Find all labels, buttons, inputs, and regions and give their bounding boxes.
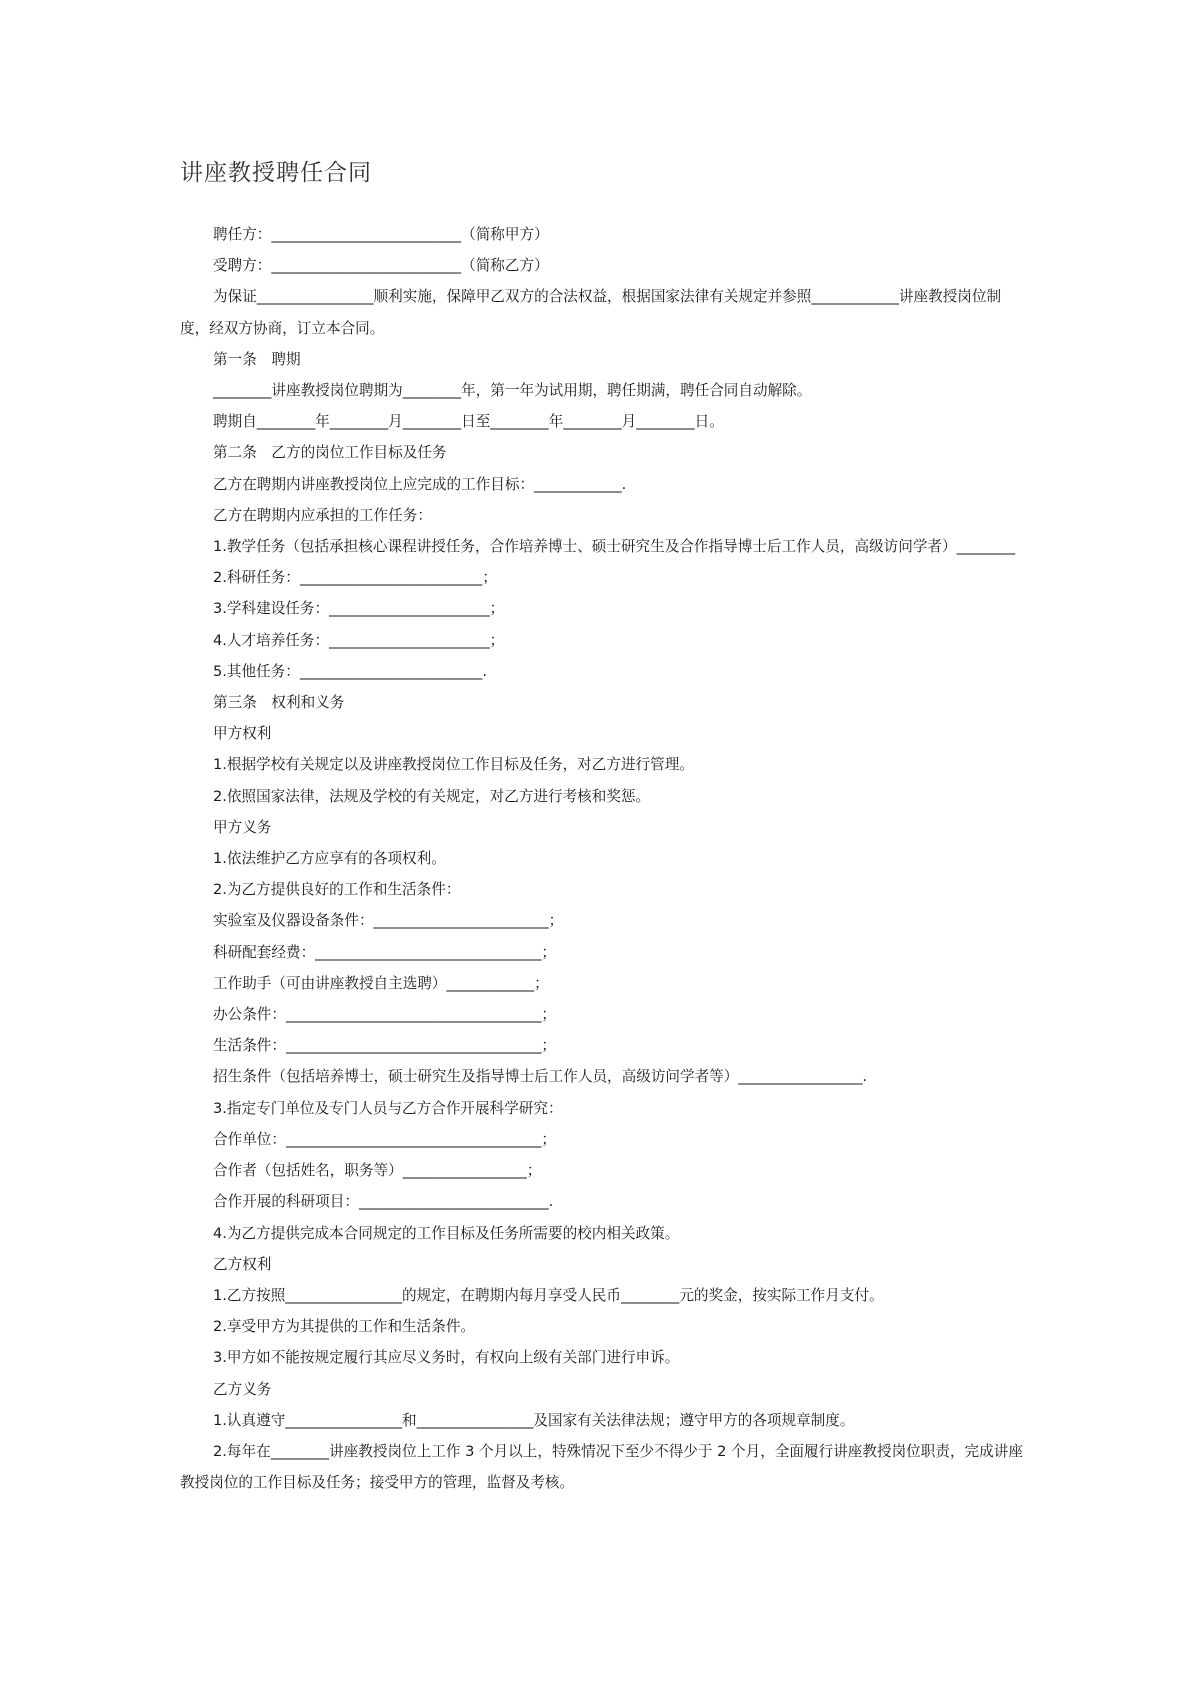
list-item-teaching: 1.教学任务（包括承担核心课程讲授任务，合作培养博士、硕士研究生及合作指导博士后工作人员，高级访问学者）________ xyxy=(213,538,1015,556)
section-party-b-duties: 乙方义务 xyxy=(213,1380,272,1398)
list-item-discipline: 3.学科建设任务：______________________； xyxy=(213,600,505,618)
list-item: 2.享受甲方为其提供的工作和生活条件。 xyxy=(213,1318,476,1336)
list-item: 1.根据学校有关规定以及讲座教授岗位工作目标及任务，对乙方进行管理。 xyxy=(213,756,694,774)
list-item: 1.乙方按照________________的规定，在聘期内每月享受人民币________元的奖金，按实际工作月支付。 xyxy=(213,1286,884,1304)
list-item: 科研配套经费：_______________________________； xyxy=(213,943,556,961)
list-item: 招生条件（包括培养博士，硕士研究生及指导博士后工作人员，高级访问学者等）_________________. xyxy=(213,1068,868,1086)
list-item-talent: 4.人才培养任务：______________________； xyxy=(213,631,505,649)
list-item-other: 5.其他任务：_________________________. xyxy=(213,662,487,680)
article-1-heading: 第一条 聘期 xyxy=(213,350,301,368)
list-item-research: 2.科研任务：_________________________； xyxy=(213,569,497,587)
list-item: 2.每年在________讲座教授岗位上工作 3 个月以上，特殊情况下至少不得少于 2 个月，全面履行讲座教授岗位职责，完成讲座教授岗位的工作目标及任务；接受甲方的管理，监督及考核。 xyxy=(180,1442,1023,1492)
list-item: 1.认真遵守________________和________________及国家有关法律法规；遵守甲方的各项规章制度。 xyxy=(213,1411,855,1429)
list-item: 4.为乙方提供完成本合同规定的工作目标及任务所需要的校内相关政策。 xyxy=(213,1224,680,1242)
list-item: 3.指定专门单位及专门人员与乙方合作开展科学研究： xyxy=(213,1099,563,1117)
paragraph-term-length: ________讲座教授岗位聘期为________年，第一年为试用期，聘任期满，聘任合同自动解除。 xyxy=(213,382,812,400)
document-body xyxy=(180,219,1030,1498)
list-item: 办公条件：___________________________________； xyxy=(213,1006,556,1024)
paragraph-preamble: 为保证________________顺利实施，保障甲乙双方的合法权益，根据国家法律有关规定并参照____________讲座教授岗位制度，经双方协商，订立本合同。 xyxy=(180,288,1002,337)
document-title: 讲座教授聘任合同 xyxy=(180,160,372,186)
list-item: 2.依照国家法律，法规及学校的有关规定，对乙方进行考核和奖惩。 xyxy=(213,787,651,805)
paragraph-goal: 乙方在聘期内讲座教授岗位上应完成的工作目标：____________. xyxy=(213,475,627,493)
paragraph-term-dates: 聘期自________年________月________日至________年________月________日。 xyxy=(213,413,724,431)
section-party-b-rights: 乙方权利 xyxy=(213,1255,272,1273)
list-item: 实验室及仪器设备条件：________________________； xyxy=(213,912,564,930)
article-3-heading: 第三条 权利和义务 xyxy=(213,694,345,712)
list-item: 2.为乙方提供良好的工作和生活条件： xyxy=(213,881,461,899)
section-party-a-duties: 甲方义务 xyxy=(213,818,272,836)
paragraph-employee: 受聘方：__________________________（简称乙方） xyxy=(213,257,549,275)
list-item: 1.依法维护乙方应享有的各项权利。 xyxy=(213,850,446,868)
paragraph-employer: 聘任方：__________________________（简称甲方） xyxy=(213,226,549,243)
article-2-heading: 第二条 乙方的岗位工作目标及任务 xyxy=(213,444,447,462)
paragraph-tasks-intro: 乙方在聘期内应承担的工作任务： xyxy=(213,506,432,524)
list-item: 合作单位：___________________________________； xyxy=(213,1130,556,1148)
list-item: 生活条件：___________________________________； xyxy=(213,1037,556,1055)
list-item: 工作助手（可由讲座教授自主选聘）____________； xyxy=(213,974,549,992)
list-item: 3.甲方如不能按规定履行其应尽义务时，有权向上级有关部门进行申诉。 xyxy=(213,1349,680,1367)
section-party-a-rights: 甲方权利 xyxy=(213,725,272,743)
list-item: 合作者（包括姓名，职务等）_________________； xyxy=(213,1162,542,1180)
list-item: 合作开展的科研项目：__________________________. xyxy=(213,1193,554,1211)
